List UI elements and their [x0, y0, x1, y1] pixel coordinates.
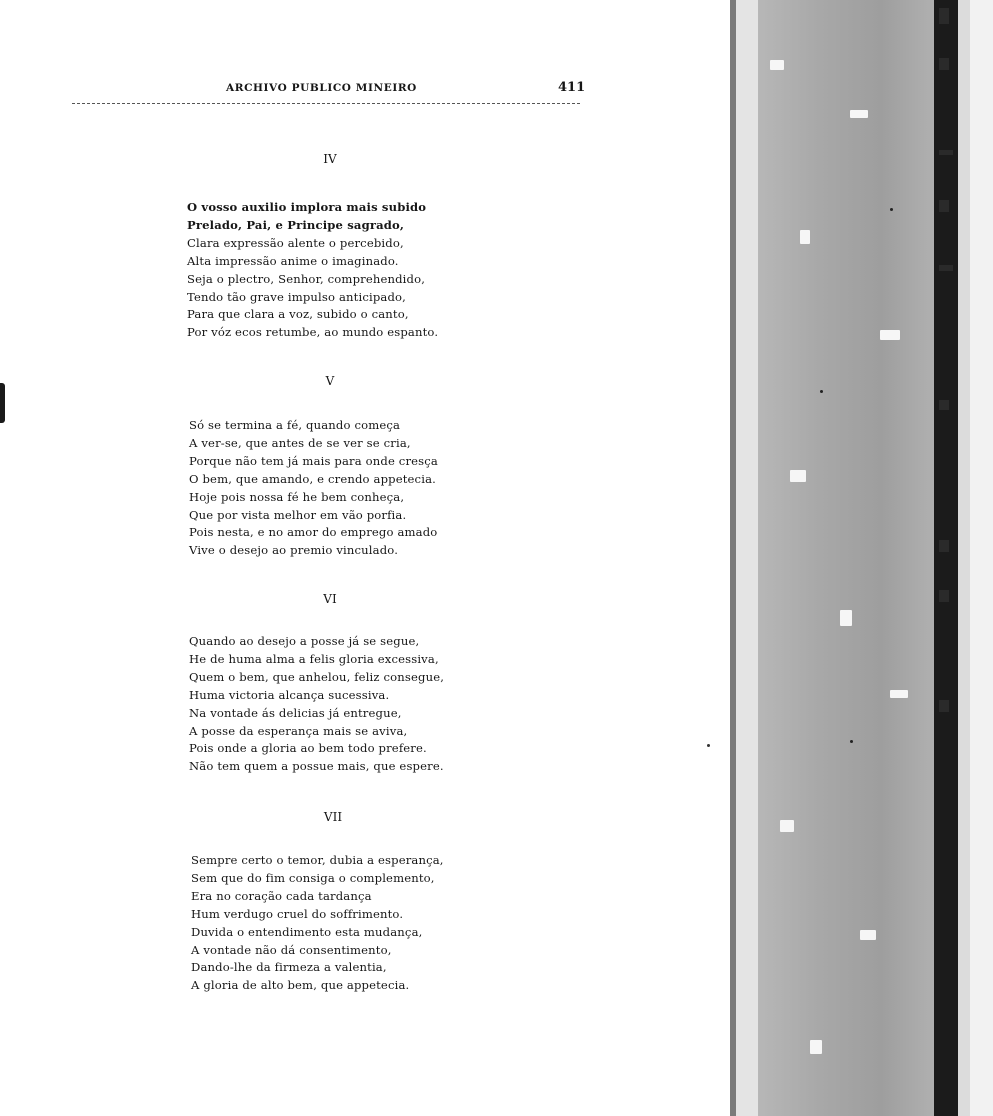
verse-line: A ver-se, que antes de se ver se cria,	[189, 435, 411, 450]
verse-line: Só se termina a fé, quando começa	[189, 418, 401, 432]
gutter-strip	[736, 0, 758, 1116]
verse-line: Dando-lhe da firmeza a valentia,	[191, 960, 387, 975]
verse-line: Hoje pois nossa fé he bem conheça,	[189, 489, 405, 504]
verse-line: Seja o plectro, Senhor, comprehendido,	[187, 271, 426, 286]
verse-line: O bem, que amando, e crendo appetecia.	[189, 471, 436, 486]
verse-line: Que por vista melhor em vão porfia.	[189, 507, 407, 522]
gutter-mark	[939, 58, 949, 70]
verse-line: Quando ao desejo a posse já se segue,	[189, 634, 420, 648]
gutter-strip	[970, 0, 993, 1116]
verse-line: O vosso auxilio implora mais subido	[187, 200, 427, 214]
margin-mark	[0, 383, 5, 423]
page-number: 411	[558, 80, 586, 95]
gutter-speck	[800, 230, 810, 244]
verse-line: Clara expressão alente o percebido,	[187, 235, 404, 250]
gutter-shadow	[934, 0, 958, 1116]
ink-speck	[707, 744, 710, 747]
stanza	[191, 852, 501, 995]
gutter-speck	[850, 110, 868, 118]
verse-line: He de huma alma a felis gloria excessiva,	[189, 651, 439, 666]
gutter-speck	[790, 470, 806, 482]
gutter-mark	[939, 8, 949, 24]
gutter-mark	[939, 590, 949, 602]
header-rule	[72, 103, 580, 104]
gutter-speck	[810, 1040, 822, 1054]
gutter-mark	[939, 540, 949, 552]
gutter-speck	[860, 930, 876, 940]
verse-line: A gloria de alto bem, que appetecia.	[191, 978, 410, 993]
verse-line: Não tem quem a possue mais, que espere.	[189, 759, 444, 774]
gutter-speck	[890, 690, 908, 698]
gutter-speck	[840, 610, 852, 626]
gutter-speck	[880, 330, 900, 340]
verse-line: Sem que do fim consiga o complemento,	[191, 870, 435, 885]
gutter-speck	[770, 60, 784, 70]
gutter-dot	[850, 740, 853, 743]
verse-line: Porque não tem já mais para onde cresça	[189, 453, 438, 468]
verse-line: Para que clara a voz, subido o canto,	[187, 307, 409, 322]
verse-line: Duvida o entendimento esta mudança,	[191, 924, 423, 939]
verse-line: Hum verdugo cruel do soffrimento.	[191, 906, 404, 921]
verse-line: Quem o bem, que anhelou, feliz consegue,	[189, 669, 445, 684]
gutter-mark	[939, 150, 953, 155]
gutter-band	[758, 0, 934, 1116]
gutter-mark	[939, 400, 949, 410]
gutter-mark	[939, 200, 949, 212]
gutter-speck	[780, 820, 794, 832]
gutter-mark	[939, 265, 953, 271]
stanza-numeral: VI	[323, 592, 337, 606]
verse-line: Na vontade ás delicias já entregue,	[189, 705, 402, 720]
gutter-mark	[939, 700, 949, 712]
verse-line: Alta impressão anime o imaginado.	[187, 253, 399, 268]
stanza-numeral: VII	[323, 810, 343, 824]
verse-line: Pois onde a gloria ao bem todo prefere.	[189, 741, 427, 756]
verse-line: Vive o desejo ao premio vinculado.	[189, 543, 399, 558]
stanza	[189, 417, 499, 560]
stanza-numeral: IV	[323, 152, 337, 166]
verse-line: A posse da esperança mais se aviva,	[189, 723, 408, 738]
gutter-strip	[958, 0, 970, 1116]
verse-line: Pois nesta, e no amor do emprego amado	[189, 525, 438, 540]
gutter-dot	[890, 208, 893, 211]
running-head: ARCHIVO PUBLICO MINEIRO	[226, 82, 417, 94]
stanza	[189, 633, 499, 776]
gutter-dot	[820, 390, 823, 393]
verse-line: Por vóz ecos retumbe, ao mundo espanto.	[187, 325, 439, 340]
stanza-numeral: V	[325, 374, 335, 388]
stanza	[187, 199, 497, 342]
verse-line: Tendo tão grave impulso anticipado,	[187, 289, 406, 304]
verse-line: Era no coração cada tardança	[191, 888, 372, 903]
verse-line: Sempre certo o temor, dubia a esperança,	[191, 853, 444, 867]
binding-gutter	[730, 0, 993, 1116]
verse-line: A vontade não dá consentimento,	[191, 942, 392, 957]
verse-line: Huma victoria alcança sucessiva.	[189, 687, 390, 702]
verse-line: Prelado, Pai, e Principe sagrado,	[187, 217, 405, 232]
